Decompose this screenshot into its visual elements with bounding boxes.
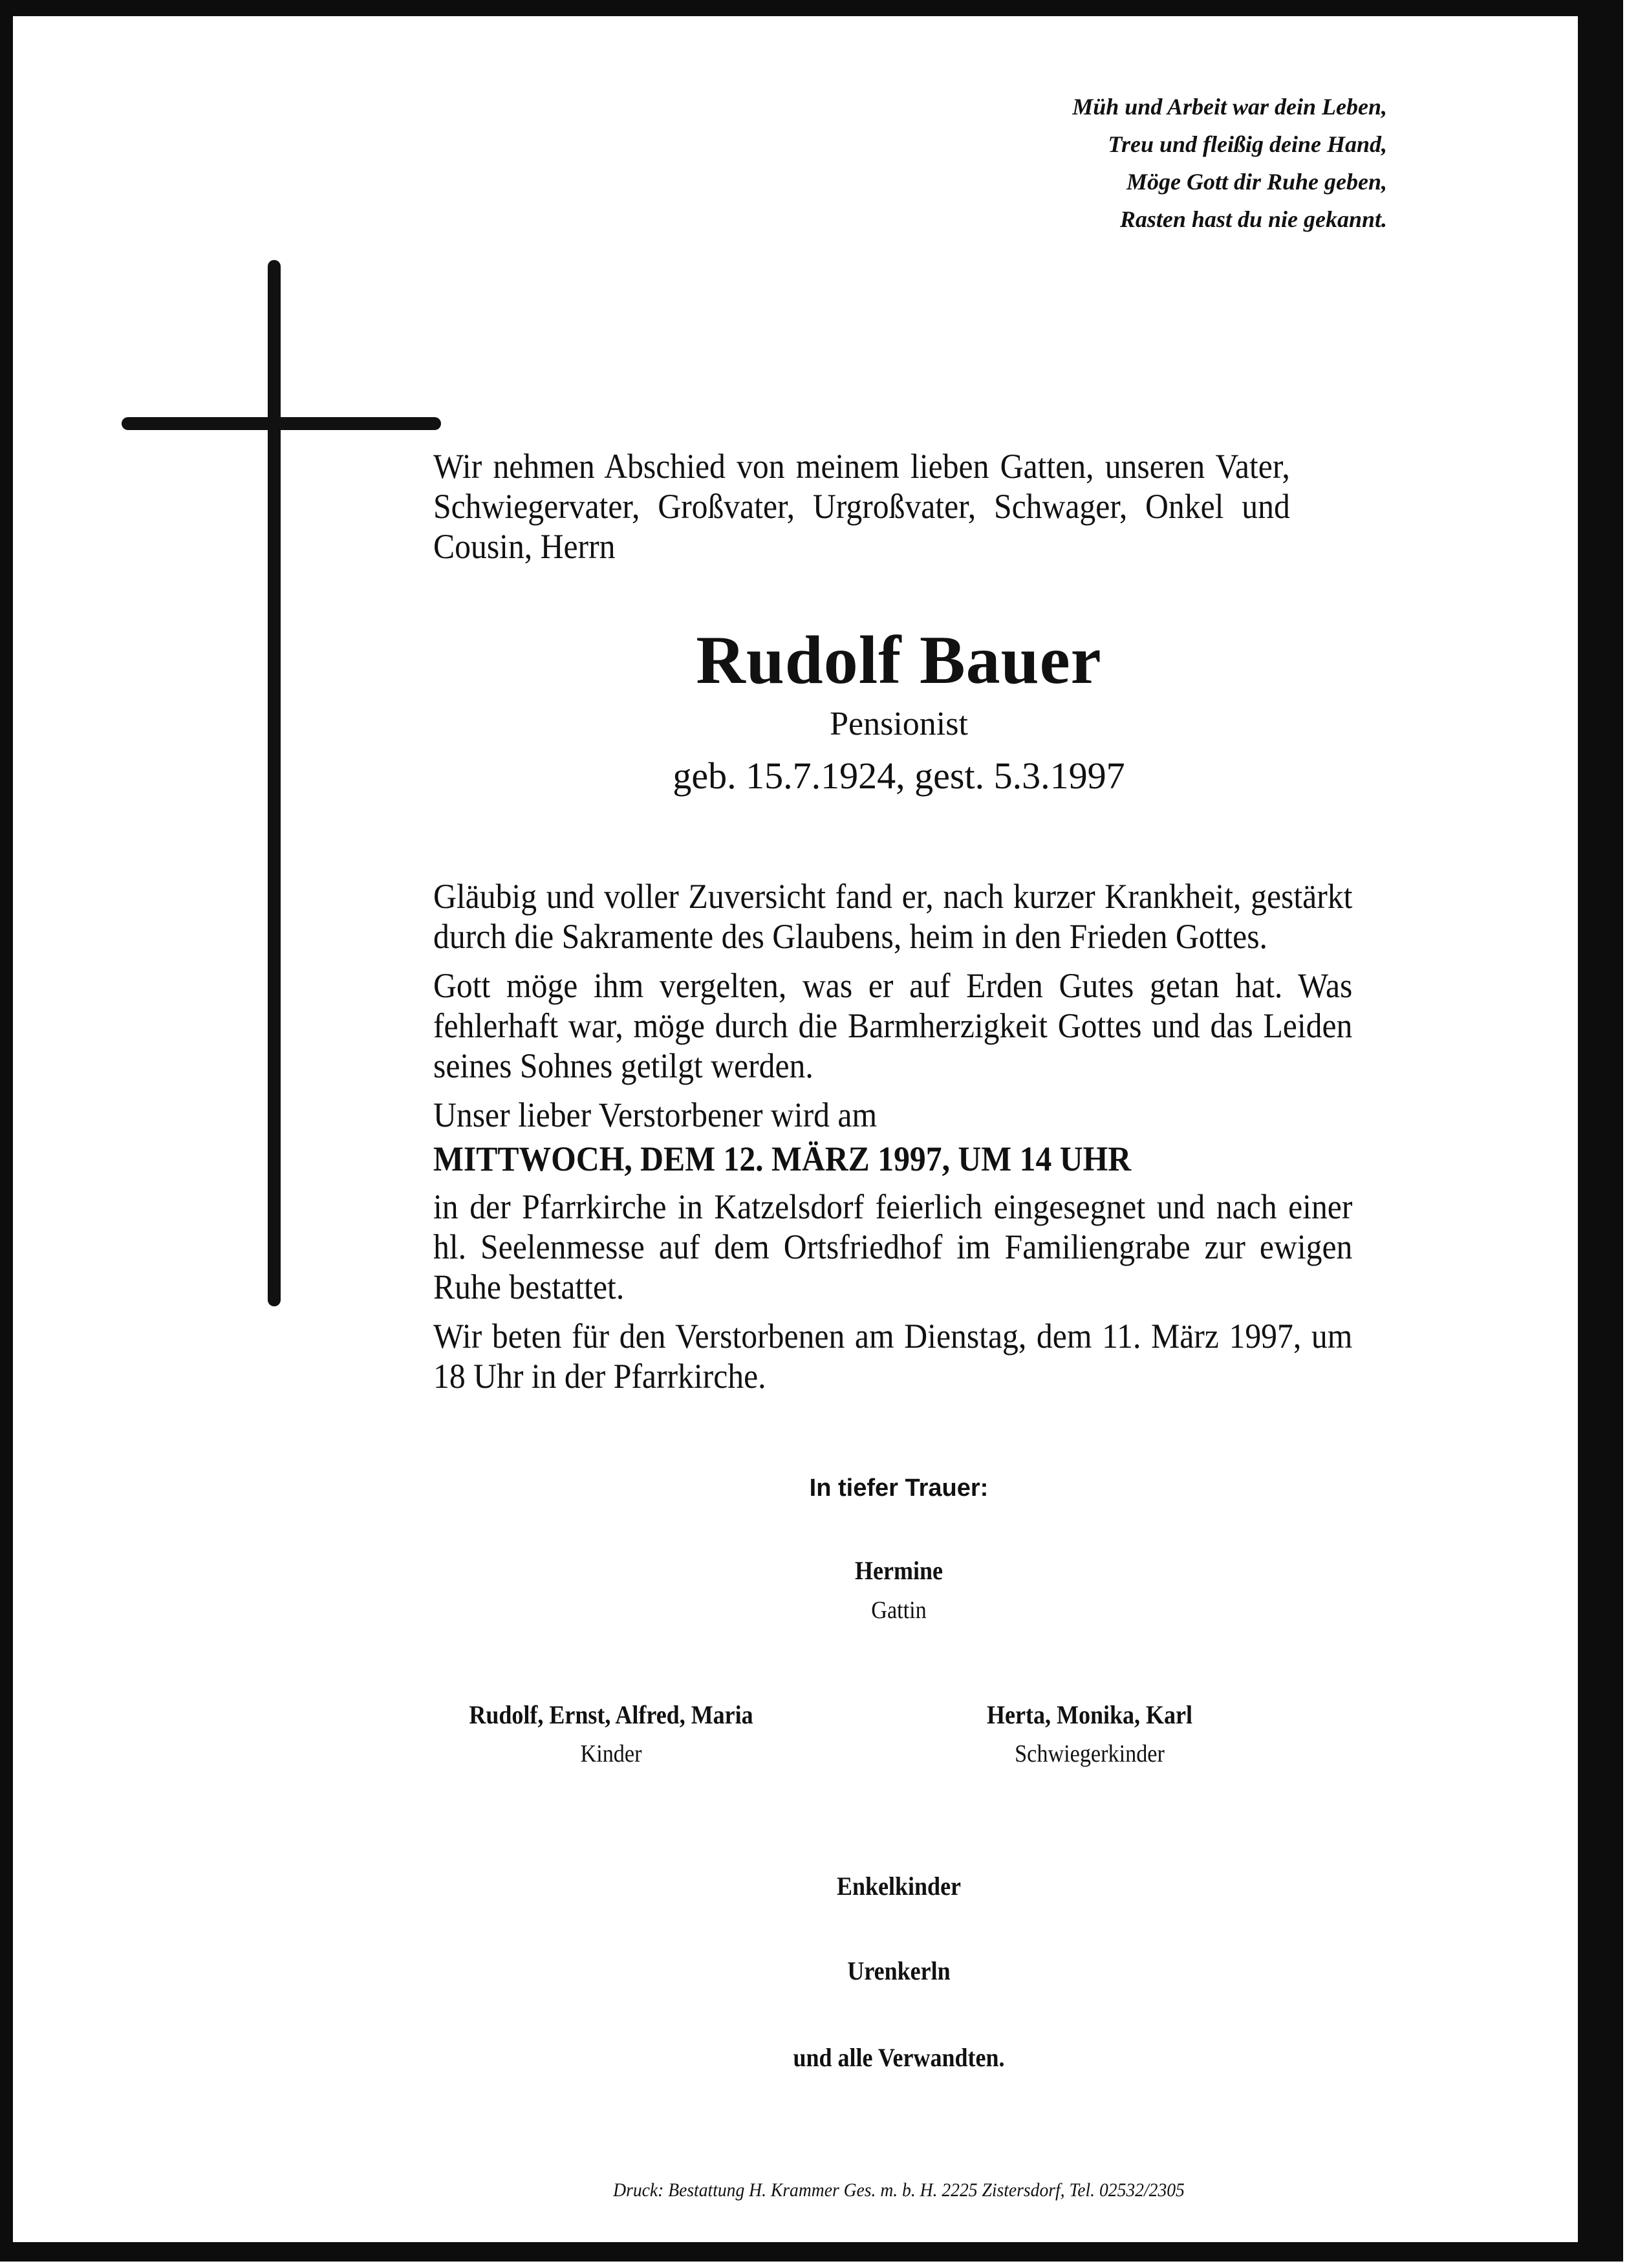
children-group xyxy=(385,1700,837,1784)
spouse-role: Gattin xyxy=(871,1597,927,1624)
prayer-paragraph: Gott möge ihm vergelten, was er auf Erden Gutes getan hat. Was fehlerhaft war, möge durch die Barmherzigkeit Gottes und das Leiden seines Sohnes getilgt werden. xyxy=(433,966,1353,1085)
mourning-heading: In tiefer Trauer: xyxy=(809,1474,989,1502)
cross-icon-horizontal xyxy=(122,417,441,430)
great-grandchildren: Urenkerln xyxy=(847,1956,951,1985)
prayer-service-paragraph: Wir beten für den Verstorbenen am Dienstag, dem 11. März 1997, um 18 Uhr in der Pfarrkirche. xyxy=(433,1317,1353,1396)
motto-line: Müh und Arbeit war dein Leben, xyxy=(1072,94,1387,120)
intro-paragraph: Wir nehmen Abschied von meinem lieben Gatten, unseren Vater, Schwiegervater, Großvater, Urgroßvater, Schwager, Onkel und Cousin, Herrn xyxy=(433,447,1290,566)
announcement-paragraph: Unser lieber Verstorbener wird am xyxy=(433,1096,878,1134)
relatives: und alle Verwandten. xyxy=(793,2043,1005,2072)
burial-paragraph: in der Pfarrkirche in Katzelsdorf feierlich eingesegnet und nach einer hl. Seelenmesse auf dem Ortsfriedhof im Familiengrabe zur ewigen Ruhe bestattet. xyxy=(433,1187,1353,1306)
spouse-name: Hermine xyxy=(855,1556,943,1585)
motto-line: Treu und fleißig deine Hand, xyxy=(1108,131,1387,157)
children-role: Kinder xyxy=(580,1740,642,1767)
motto-line: Möge Gott dir Ruhe geben, xyxy=(1126,169,1387,195)
deceased-name: Rudolf Bauer xyxy=(696,622,1102,698)
children-names: Rudolf, Ernst, Alfred, Maria xyxy=(469,1700,753,1729)
motto-verse xyxy=(934,88,1387,238)
motto-line: Rasten hast du nie gekannt. xyxy=(1119,206,1387,232)
printer-imprint: Druck: Bestattung H. Krammer Ges. m. b. H. 2225 Zistersdorf, Tel. 02532/2305 xyxy=(613,2179,1185,2201)
obituary-body xyxy=(433,876,1352,1405)
intro-text xyxy=(433,446,1290,567)
children-in-law-role: Schwiegerkinder xyxy=(1015,1740,1165,1767)
children-in-law-group xyxy=(863,1700,1316,1784)
faith-paragraph: Gläubig und voller Zuversicht fand er, nach kurzer Krankheit, gestärkt durch die Sakramente des Glaubens, heim in den Frieden Gottes. xyxy=(433,877,1353,956)
deceased-profession: Pensionist xyxy=(830,706,968,742)
deceased-dates: geb. 15.7.1924, gest. 5.3.1997 xyxy=(673,755,1125,797)
children-in-law-names: Herta, Monika, Karl xyxy=(987,1700,1192,1729)
grandchildren: Enkelkinder xyxy=(836,1872,962,1901)
funeral-date: MITTWOCH, DEM 12. MÄRZ 1997, UM 14 UHR xyxy=(433,1139,1132,1178)
